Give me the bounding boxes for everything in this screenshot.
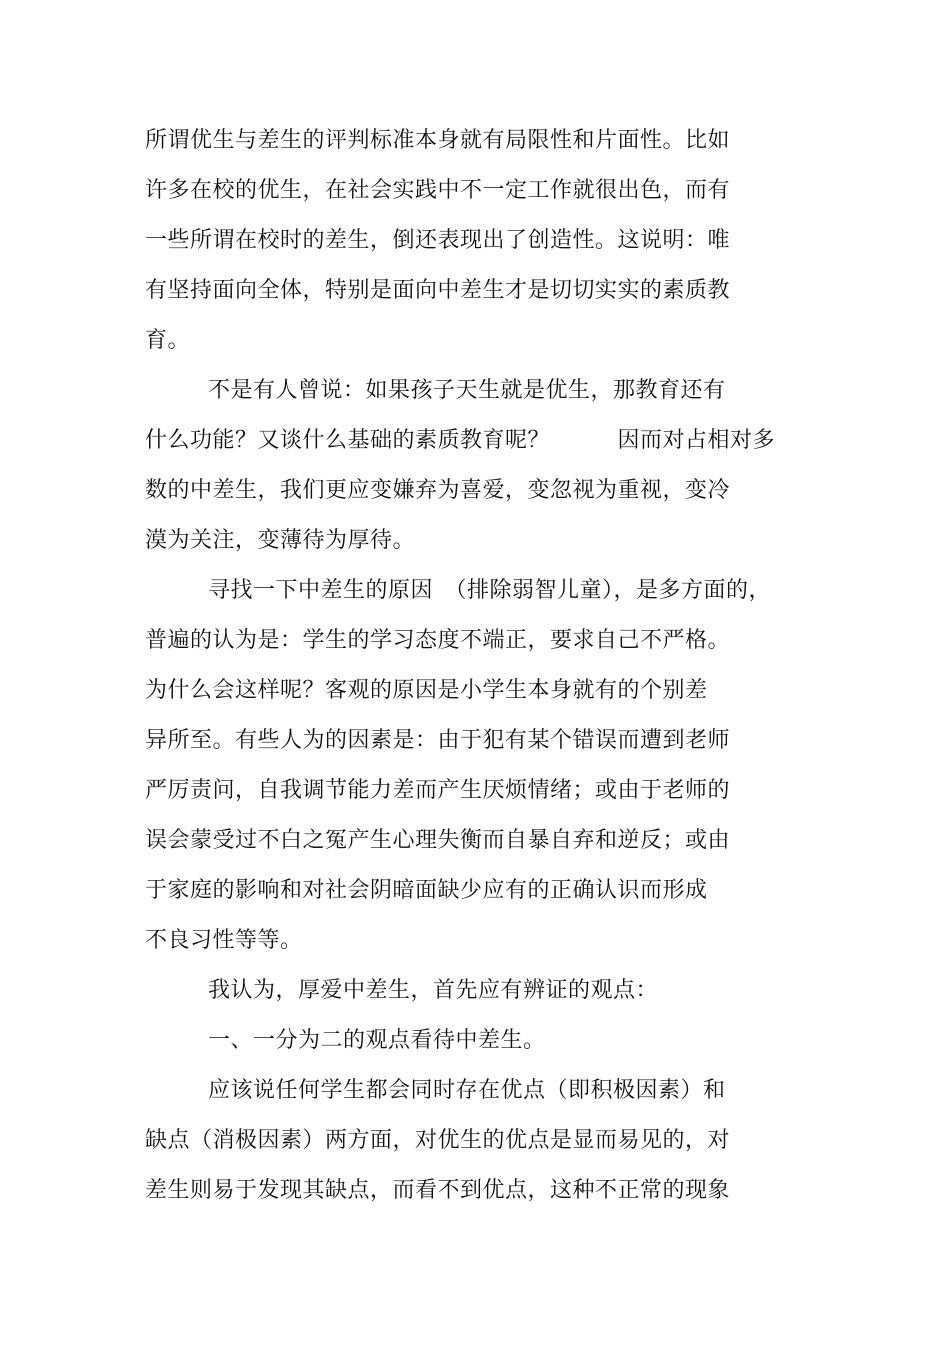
text-line: 误会蒙受过不白之冤产生心理失衡而自暴自弃和逆反；或由 [145, 828, 731, 853]
text-line: 所谓优生与差生的评判标准本身就有局限性和片面性。比如 [145, 128, 731, 153]
text-line: 漠为关注，变薄待为厚待。 [145, 528, 416, 553]
text-line: 育。 [145, 328, 191, 353]
text-line: 一些所谓在校时的差生，倒还表现出了创造性。这说明：唯 [145, 228, 731, 253]
paragraph-start-line: 不是有人曾说：如果孩子天生就是优生，那教育还有 [208, 378, 726, 403]
text-line: 许多在校的优生，在社会实践中不一定工作就很出色，而有 [145, 178, 731, 203]
text-line: 缺点（消极因素）两方面，对优生的优点是显而易见的，对 [145, 1128, 731, 1153]
text-line: 普遍的认为是：学生的学习态度不端正，要求自己不严格。 [145, 628, 731, 653]
text-line: 严厉责问，自我调节能力差而产生厌烦情绪；或由于老师的 [145, 778, 731, 803]
text-line: 什么功能？又谈什么基础的素质教育呢？ 因而对占相对多 [145, 428, 776, 453]
text-line: 有坚持面向全体，特别是面向中差生才是切切实实的素质教 [145, 278, 731, 303]
paragraph-start-line: 寻找一下中差生的原因 （排除弱智儿童），是多方面的， [208, 578, 772, 603]
text-line: 不良习性等等。 [145, 928, 303, 953]
text-line: 为什么会这样呢？客观的原因是小学生本身就有的个别差 [145, 678, 708, 703]
text-line: 数的中差生，我们更应变嫌弃为喜爱，变忽视为重视，变冷 [145, 478, 731, 503]
text-line: 于家庭的影响和对社会阴暗面缺少应有的正确认识而形成 [145, 878, 708, 903]
paragraph-start-line: 应该说任何学生都会同时存在优点（即积极因素）和 [208, 1078, 726, 1103]
text-line: 差生则易于发现其缺点，而看不到优点，这种不正常的现象 [145, 1178, 731, 1203]
section-heading: 一、一分为二的观点看待中差生。 [208, 1028, 546, 1053]
paragraph-start-line: 我认为，厚爱中差生，首先应有辨证的观点： [208, 978, 659, 1003]
text-line: 异所至。有些人为的因素是：由于犯有某个错误而遭到老师 [145, 728, 731, 753]
